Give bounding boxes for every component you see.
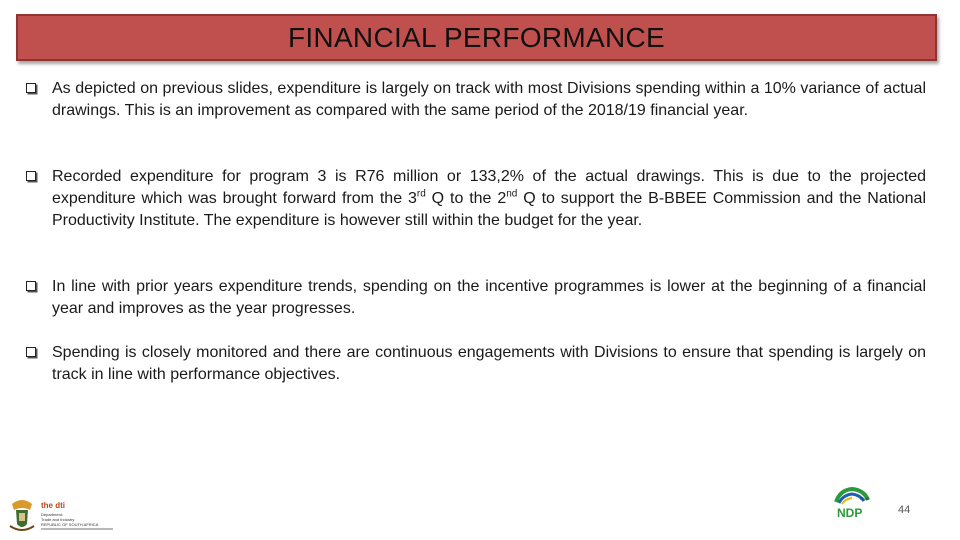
bullet-item-3 [26, 276, 926, 320]
dti-logo [8, 496, 120, 534]
bullet-item-4 [26, 342, 926, 386]
svg-text:2030: 2030 [860, 496, 869, 501]
checkbox-bullet-icon [26, 281, 36, 291]
svg-text:Department:: Department: [41, 512, 64, 517]
checkbox-bullet-icon [26, 171, 36, 181]
svg-text:NDP: NDP [837, 506, 863, 520]
page-title: FINANCIAL PERFORMANCE [287, 21, 666, 53]
svg-text:Trade and Industry: Trade and Industry [41, 517, 75, 522]
title-banner [16, 14, 937, 61]
bullet-text-1: As depicted on previous slides, expenditure is largely on track with most Divisions spending within a 10% variance of actual drawings. This is an improvement as compared with the same period of the 2018/19 financial year. [52, 80, 926, 119]
bullet-text-3: In line with prior years expenditure trends, spending on the incentive programmes is lower at the beginning of a financial year and improves as the year progresses. [52, 278, 926, 317]
ndp-logo [830, 486, 872, 520]
checkbox-bullet-icon [26, 83, 36, 93]
ndp-2030-icon [830, 486, 872, 520]
bullet-item-1 [26, 78, 926, 122]
svg-text:REPUBLIC OF SOUTH AFRICA: REPUBLIC OF SOUTH AFRICA [41, 522, 99, 527]
bullet-text-2: Recorded expenditure for program 3 is R76 million or 133,2% of the actual drawings. This is due to the projected expenditure which was brought forward from the 3rd Q to the 2nd Q to support the B-BBEE Commission and the National Productivity Institute. The expenditure is however still within the budget for the year. [52, 168, 927, 229]
checkbox-bullet-icon [26, 347, 36, 357]
coat-of-arms-icon [8, 496, 120, 534]
bullet-text-4: Spending is closely monitored and there are continuous engagements with Divisions to ensure that spending is largely on track in line with performance objectives. [52, 344, 926, 383]
page-number: 44 [898, 504, 911, 516]
bullet-item-2 [26, 166, 926, 232]
svg-text:the dti: the dti [41, 501, 65, 510]
